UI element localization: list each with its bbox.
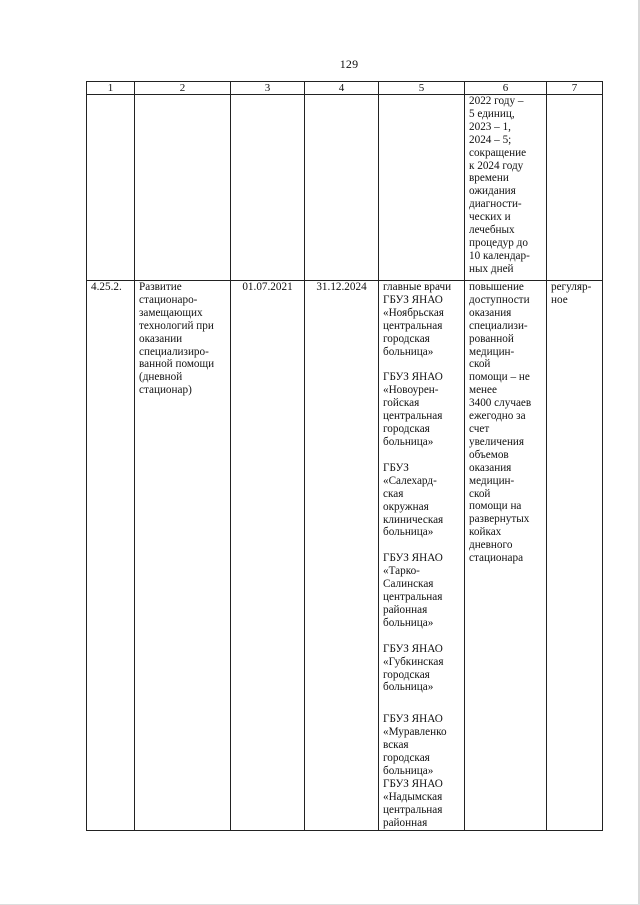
text-line: ное bbox=[551, 293, 568, 306]
organization-block bbox=[383, 552, 460, 629]
text-line: центральная bbox=[383, 319, 443, 332]
text-line: ГБУЗ ЯНАО bbox=[383, 552, 443, 565]
text-line: оказания bbox=[469, 306, 512, 319]
text-line: городская bbox=[383, 668, 430, 681]
text-line: 10 календар- bbox=[469, 249, 530, 262]
table-cell bbox=[305, 95, 379, 281]
item-name bbox=[139, 281, 226, 397]
text-line: счет bbox=[469, 422, 490, 435]
text-line: ГБУЗ ЯНАО bbox=[383, 713, 443, 726]
text-line: «Ноябрьская bbox=[383, 306, 444, 319]
text-line: 5 единиц, bbox=[469, 107, 515, 120]
text-line: вская bbox=[383, 739, 409, 752]
text-line: ческих и bbox=[469, 211, 511, 224]
text-line: менее bbox=[469, 384, 497, 397]
text-line: увеличения bbox=[469, 435, 525, 448]
result-cell bbox=[465, 281, 547, 831]
text-line: городская bbox=[383, 752, 430, 765]
item-number: 4.25.2. bbox=[87, 281, 135, 831]
text-line: окружная bbox=[383, 500, 429, 513]
table-row-continuation bbox=[87, 95, 603, 281]
page-number: 129 bbox=[339, 57, 359, 71]
text-line: стационар) bbox=[139, 384, 192, 397]
text-line: развернутых bbox=[469, 513, 530, 526]
organization-block bbox=[383, 778, 460, 830]
organization-block bbox=[383, 462, 460, 539]
text-line: стационара bbox=[469, 552, 524, 565]
start-date: 01.07.2021 bbox=[231, 281, 305, 831]
text-line: районная bbox=[383, 816, 428, 829]
item-name-cell bbox=[135, 281, 231, 831]
continuation-result-text bbox=[469, 95, 542, 276]
text-line: замещающих bbox=[139, 306, 203, 319]
text-line: регуляр- bbox=[551, 281, 592, 293]
text-line: дневного bbox=[469, 539, 513, 552]
text-line: ГБУЗ bbox=[383, 461, 409, 474]
text-line: клиническая bbox=[383, 513, 444, 526]
text-line: помощи – не bbox=[469, 371, 530, 384]
column-header: 5 bbox=[379, 82, 465, 95]
table-cell bbox=[231, 95, 305, 281]
measures-table bbox=[86, 81, 603, 831]
text-line: Развитие bbox=[139, 281, 182, 293]
text-line: 2024 – 5; bbox=[469, 133, 512, 146]
text-line: койках bbox=[469, 526, 502, 539]
text-line: рованной bbox=[469, 332, 514, 345]
organization-block bbox=[383, 713, 460, 778]
text-line: ГБУЗ ЯНАО bbox=[383, 642, 443, 655]
column-header: 1 bbox=[87, 82, 135, 95]
text-line: «Надымская bbox=[383, 790, 443, 803]
text-line: центральная bbox=[383, 410, 443, 423]
table-cell bbox=[87, 95, 135, 281]
text-line: оказания bbox=[469, 461, 512, 474]
text-line: ГБУЗ ЯНАО bbox=[383, 293, 443, 306]
table-cell bbox=[379, 95, 465, 281]
text-line: гойская bbox=[383, 397, 420, 410]
text-line: медицин- bbox=[469, 474, 515, 487]
periodicity-cell bbox=[547, 281, 603, 831]
text-line: ской bbox=[469, 487, 491, 500]
text-line: к 2024 году bbox=[469, 159, 524, 172]
text-line: «Новоурен- bbox=[383, 384, 439, 397]
column-header: 4 bbox=[305, 82, 379, 95]
text-line: специализиро- bbox=[139, 345, 209, 358]
expected-result bbox=[469, 281, 542, 565]
text-line: 3400 случаев bbox=[469, 397, 532, 410]
text-line: объемов bbox=[469, 448, 509, 461]
text-line: сокращение bbox=[469, 146, 527, 159]
text-line: времени bbox=[469, 172, 509, 185]
text-line: ежегодно за bbox=[469, 410, 526, 423]
text-line: ГБУЗ ЯНАО bbox=[383, 371, 443, 384]
responsible-organizations bbox=[383, 281, 460, 830]
text-line: «Салехард- bbox=[383, 474, 437, 487]
text-line: ных дней bbox=[469, 262, 514, 275]
organization-block bbox=[383, 281, 460, 358]
text-line: (дневной bbox=[139, 371, 183, 384]
organization-block bbox=[383, 643, 460, 695]
text-line: оказании bbox=[139, 332, 183, 345]
text-line: больница» bbox=[383, 681, 434, 694]
organization-block bbox=[383, 371, 460, 448]
text-line: городская bbox=[383, 423, 430, 436]
column-header: 2 bbox=[135, 82, 231, 95]
column-header: 3 bbox=[231, 82, 305, 95]
text-line: главные врачи bbox=[383, 281, 452, 293]
column-header: 6 bbox=[465, 82, 547, 95]
text-line: больница» bbox=[383, 526, 434, 539]
text-line: 2022 году – bbox=[469, 95, 524, 107]
table-header-row bbox=[87, 82, 603, 95]
text-line: ГБУЗ ЯНАО bbox=[383, 777, 443, 790]
text-line: стационаро- bbox=[139, 293, 198, 306]
text-line: районная bbox=[383, 603, 428, 616]
text-line: больница» bbox=[383, 616, 434, 629]
text-line: помощи на bbox=[469, 500, 522, 513]
text-line: технологий при bbox=[139, 319, 214, 332]
text-line: Салинская bbox=[383, 578, 434, 591]
text-line: ванной помощи bbox=[139, 358, 215, 371]
text-line: диагности- bbox=[469, 198, 522, 211]
text-line: центральная bbox=[383, 803, 443, 816]
text-line: специализи- bbox=[469, 319, 528, 332]
text-line: центральная bbox=[383, 591, 443, 604]
column-header: 7 bbox=[547, 82, 603, 95]
text-line: больница» bbox=[383, 765, 434, 777]
text-line: больница» bbox=[383, 435, 434, 448]
text-line: «Губкинская bbox=[383, 655, 444, 668]
text-line: «Тарко- bbox=[383, 565, 420, 578]
text-line: повышение bbox=[469, 281, 524, 293]
text-line: ская bbox=[383, 487, 404, 500]
table-cell bbox=[547, 95, 603, 281]
text-line: городская bbox=[383, 332, 430, 345]
table-cell bbox=[135, 95, 231, 281]
continuation-result-cell bbox=[465, 95, 547, 281]
table-row bbox=[87, 281, 603, 831]
text-line: доступности bbox=[469, 293, 530, 306]
periodicity bbox=[551, 281, 598, 307]
text-line: лечебных bbox=[469, 224, 515, 237]
end-date: 31.12.2024 bbox=[305, 281, 379, 831]
text-line: больница» bbox=[383, 345, 434, 358]
text-line: «Муравленко bbox=[383, 726, 447, 739]
text-line: медицин- bbox=[469, 345, 515, 358]
text-line: процедур до bbox=[469, 236, 528, 249]
text-line: ожидания bbox=[469, 185, 516, 198]
responsible-cell bbox=[379, 281, 465, 831]
text-line: ской bbox=[469, 358, 491, 371]
text-line: 2023 – 1, bbox=[469, 120, 511, 133]
